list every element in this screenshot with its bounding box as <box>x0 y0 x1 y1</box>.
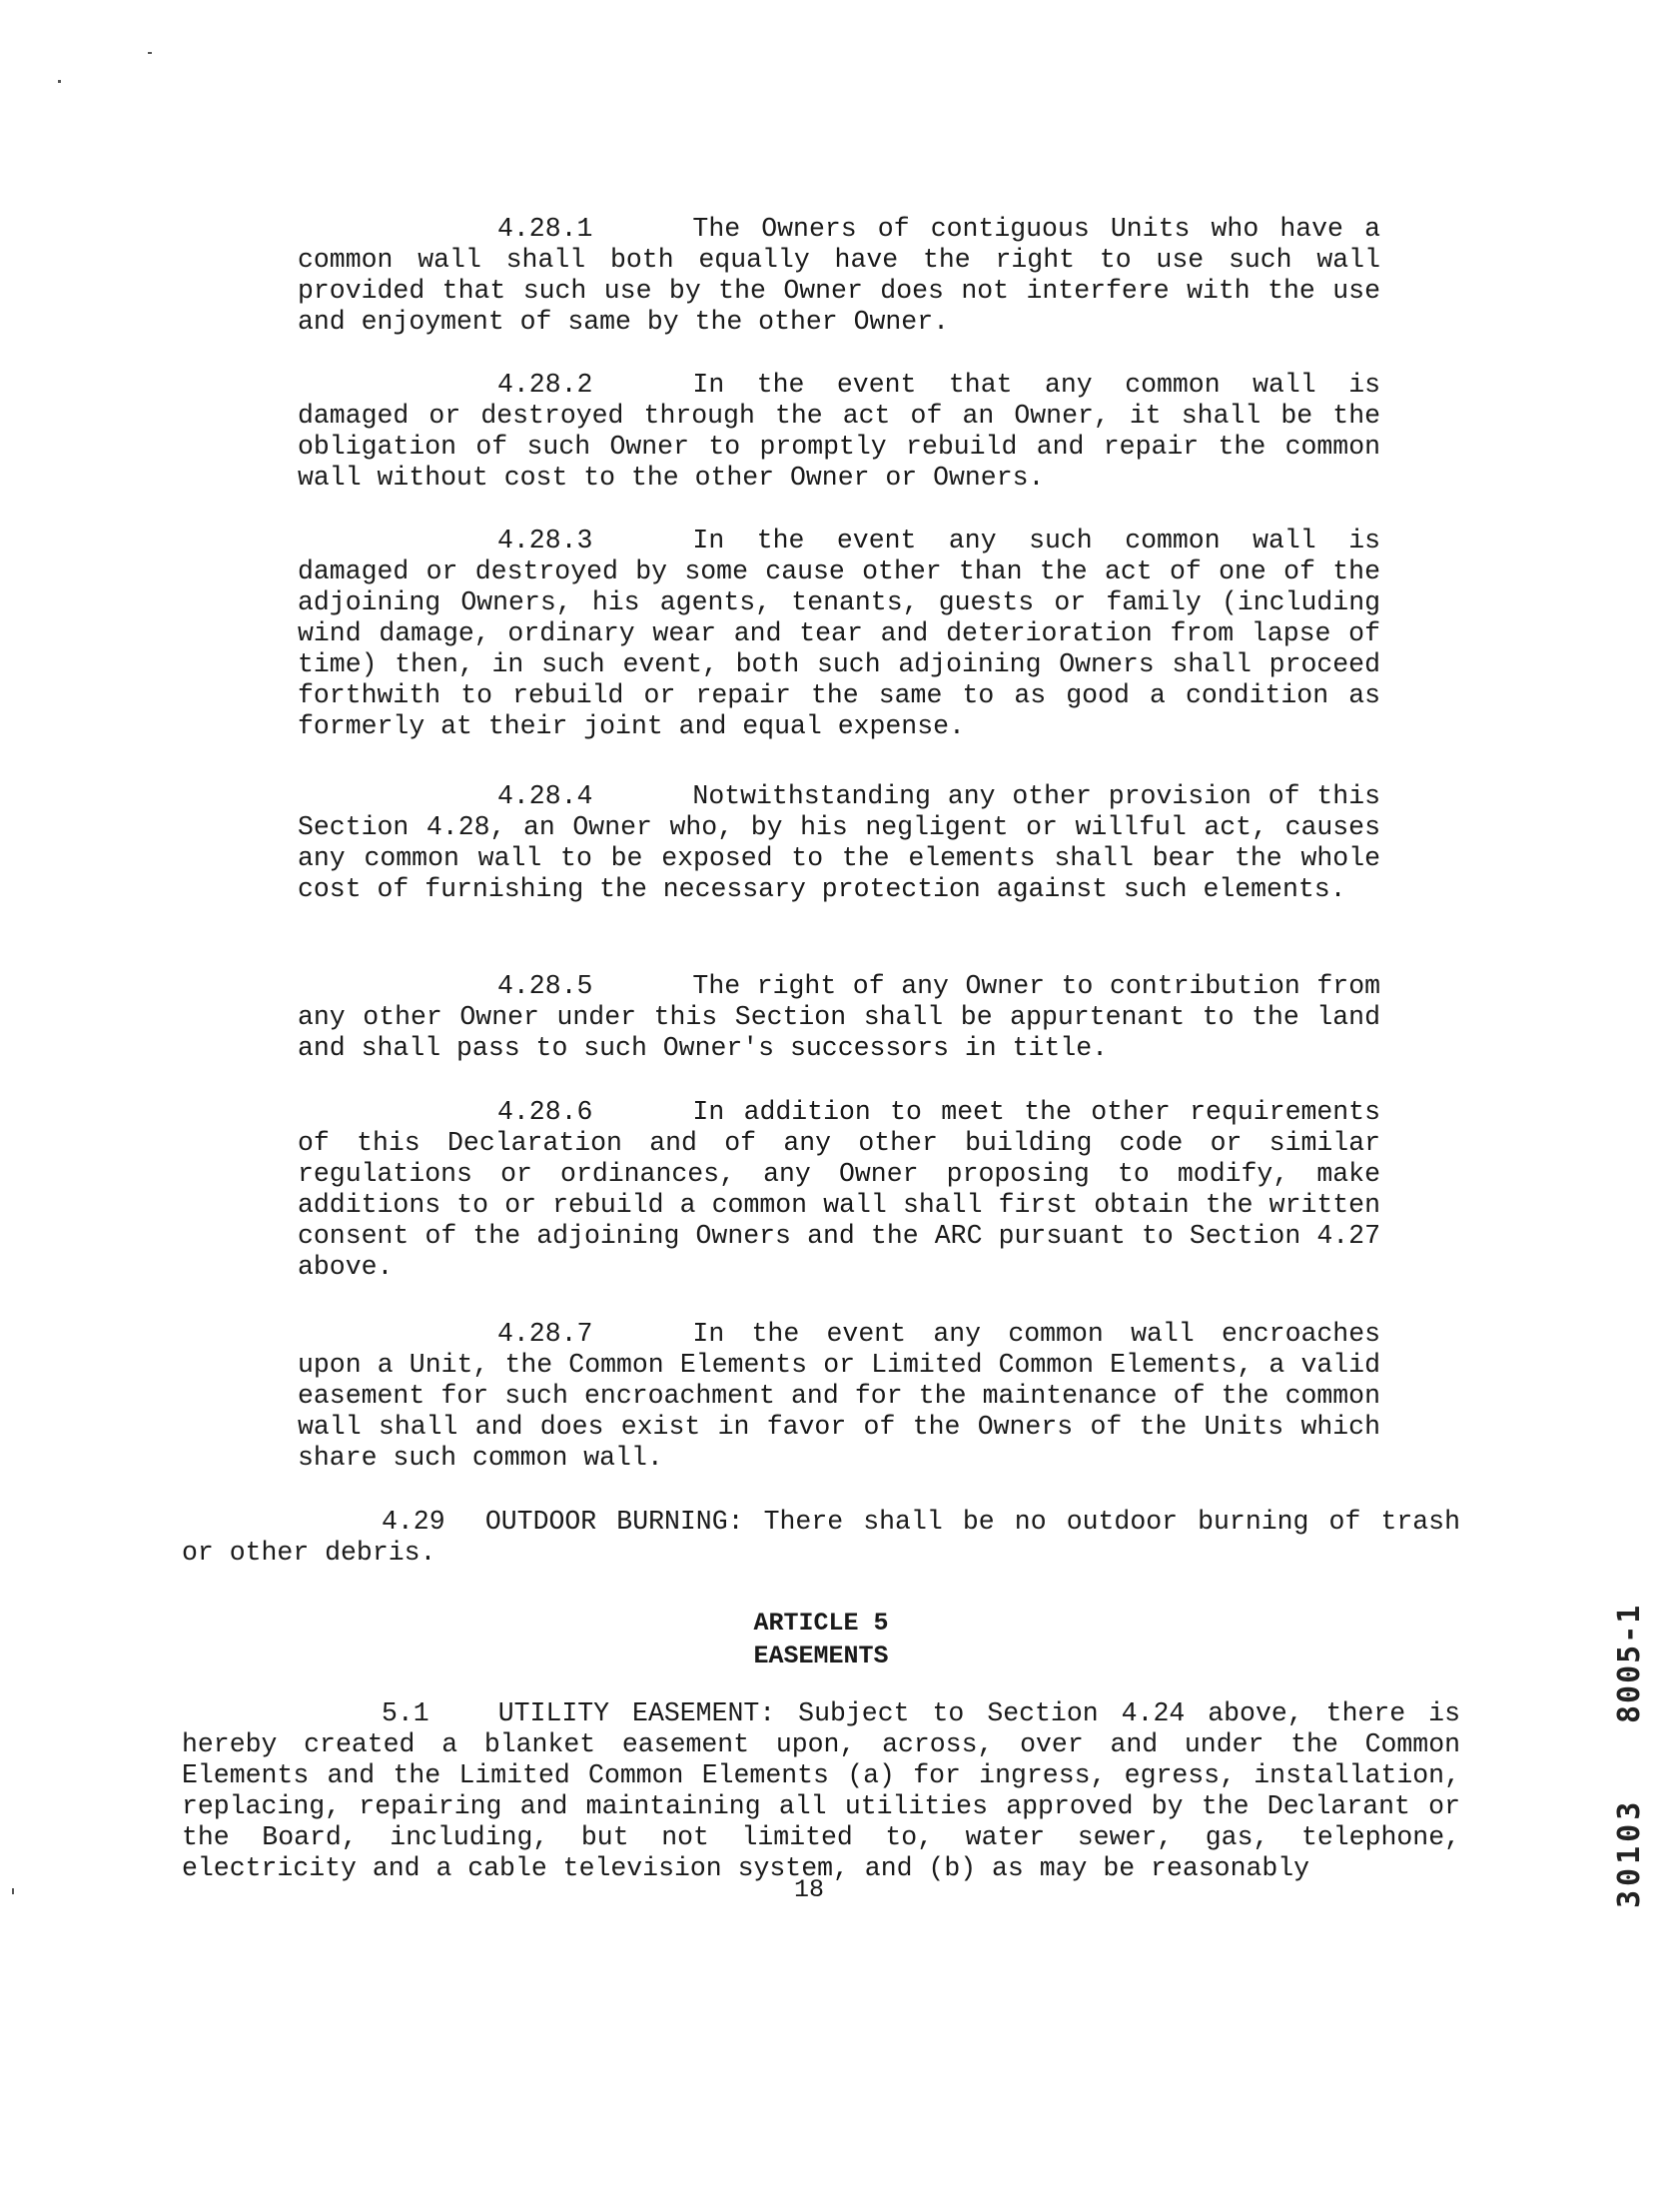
paragraph-text: In the event that any common wall is damaged or destroyed through the act of an Owner, it shall be the obligation of such Owner to promptly rebuild and repair the common wall without cost to the other Owner or Owners. <box>298 370 1380 493</box>
recording-stamp-image <box>1603 1589 1653 1918</box>
paragraph-text: OUTDOOR BURNING: There shall be no outdoor burning of trash or other debris. <box>182 1507 1460 1568</box>
article-title: EASEMENTS <box>753 1642 889 1670</box>
page-number: 18 <box>793 1875 824 1904</box>
paragraph-text: UTILITY EASEMENT: Subject to Section 4.24 above, there is hereby created a blanket easement upon, across, over and under the Common Elements and the Limited Common Elements (a) for ingress, egress, installation, replacing, repairing and maintaining all utilities approved by the Declarant or the Board, including, but not limited to, water sewer, gas, telephone, electricity and a cable television system, and (b) as may be reasonably <box>182 1698 1460 1883</box>
scan-speck <box>12 1888 14 1894</box>
section-number: 4.28.4 <box>497 781 593 811</box>
svg-text:8005-1: 8005-1 <box>1612 1603 1647 1723</box>
paragraph-4-28-7 <box>298 1319 1380 1474</box>
article-heading <box>182 1607 1460 1672</box>
section-number: 4.28.2 <box>497 370 593 400</box>
paragraph-text: In the event any common wall encroaches upon a Unit, the Common Elements or Limited Common Elements, a valid easement for such encroachment and for the maintenance of the common wall shall and does exist in favor of the Owners of the Units which share such common wall. <box>298 1319 1380 1473</box>
svg-text:30103: 30103 <box>1612 1797 1647 1908</box>
scan-speck <box>148 52 152 54</box>
paragraph-4-29 <box>182 1507 1460 1569</box>
paragraph-text: In the event any such common wall is damaged or destroyed by some cause other than the act of one of the adjoining Owners, his agents, tenants, guests or family (including wind damage, ordinary wear and tear and deterioration from lapse of time) then, in such event, both such adjoining Owners shall proceed forthwith to rebuild or repair the same to as good a condition as formerly at their joint and equal expense. <box>298 526 1380 741</box>
section-number: 4.28.3 <box>497 526 593 555</box>
section-number: 4.28.7 <box>497 1319 593 1349</box>
paragraph-4-28-5 <box>298 971 1380 1064</box>
paragraph-text: Notwithstanding any other provision of this Section 4.28, an Owner who, by his negligent or willful act, causes any common wall to be exposed to the elements shall bear the whole cost of furnishing the necessary protection against such elements. <box>298 781 1380 904</box>
paragraph-4-28-2 <box>298 370 1380 494</box>
paragraph-4-28-1 <box>298 214 1380 338</box>
section-number: 5.1 <box>382 1698 429 1728</box>
paragraph-4-28-3 <box>298 526 1380 742</box>
section-number: 4.28.6 <box>497 1097 593 1127</box>
paragraph-4-28-4 <box>298 781 1380 905</box>
paragraph-5-1 <box>182 1698 1460 1884</box>
paragraph-text: The Owners of contiguous Units who have a common wall shall both equally have the right to use such wall provided that such use by the Owner does not interfere with the use and enjoyment of same by the other Owner. <box>298 214 1380 337</box>
scan-speck <box>58 80 61 83</box>
paragraph-text: In addition to meet the other requirements of this Declaration and of any other building code or similar regulations or ordinances, any Owner proposing to modify, make additions to or rebuild a common wall shall first obtain the written consent of the adjoining Owners and the ARC pursuant to Section 4.27 above. <box>298 1097 1380 1282</box>
article-number: ARTICLE 5 <box>753 1609 889 1638</box>
section-number: 4.28.1 <box>497 214 593 244</box>
section-number: 4.28.5 <box>497 971 593 1001</box>
section-number: 4.29 <box>382 1507 445 1537</box>
paragraph-4-28-6 <box>298 1097 1380 1283</box>
paragraph-text: The right of any Owner to contribution from any other Owner under this Section shall be appurtenant to the land and shall pass to such Owner's successors in title. <box>298 971 1380 1063</box>
